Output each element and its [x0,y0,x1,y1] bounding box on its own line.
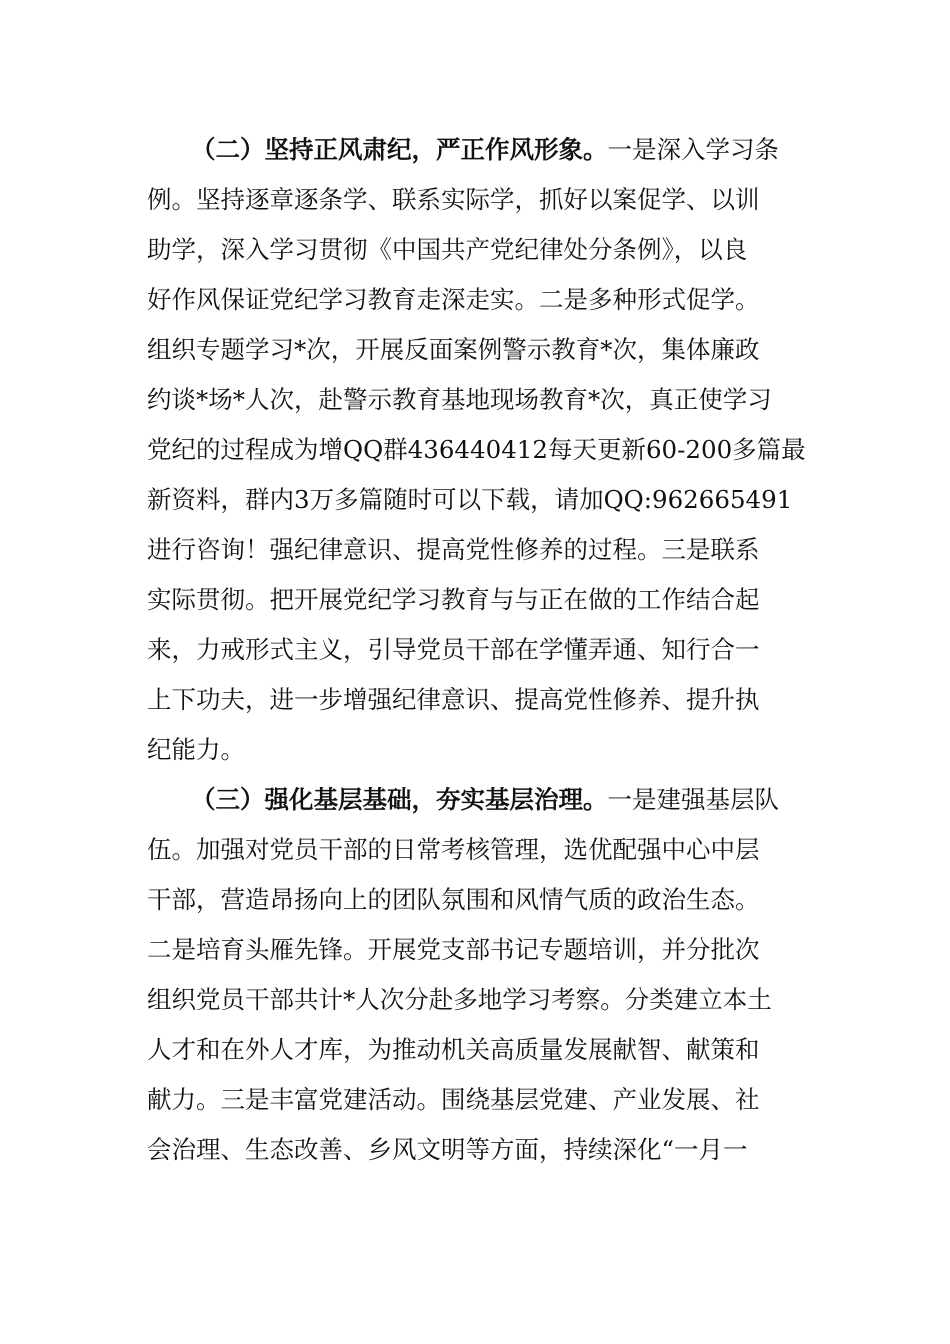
paragraph-line: 助学，深入学习贯彻《中国共产党纪律处分条例》，以良 [147,235,748,264]
section-3-first-line [191,780,779,820]
paragraph-line: 新资料，群内3万多篇随时可以下载，请加QQ:962665491 [147,485,793,514]
paragraph-line: 献力。三是丰富党建活动。围绕基层党建、产业发展、社 [147,1085,760,1114]
paragraph-line: 上下功夫，进一步增强纪律意识、提高党性修养、提升执 [147,685,760,714]
section-3-heading: （三）强化基层基础，夯实基层治理。 [191,785,608,814]
paragraph-line: 约谈*场*人次，赴警示教育基地现场教育*次，真正使学习 [147,385,772,414]
paragraph-line: 纪能力。 [147,735,245,764]
paragraph-line: 一是建强基层队 [607,785,779,814]
paragraph-line: 好作风保证党纪学习教育走深走实。二是多种形式促学。 [147,285,760,314]
paragraph-line: 一是深入学习条 [607,135,779,164]
paragraph-line: 组织党员干部共计*人次分赴多地学习考察。分类建立本土 [147,985,772,1014]
paragraph-line: 二是培育头雁先锋。开展党支部书记专题培训，并分批次 [147,935,760,964]
paragraph-line: 来，力戒形式主义，引导党员干部在学懂弄通、知行合一 [147,635,760,664]
paragraph-line: 会治理、生态改善、乡风文明等方面，持续深化“一月一 [147,1135,748,1164]
section-2-first-line [191,130,779,170]
paragraph-line: 实际贯彻。把开展党纪学习教育与与正在做的工作结合起 [147,585,760,614]
paragraph-line: 进行咨询！强纪律意识、提高党性修养的过程。三是联系 [147,535,760,564]
paragraph-line: 干部，营造昂扬向上的团队氛围和风情气质的政治生态。 [147,885,760,914]
paragraph-line: 伍。加强对党员干部的日常考核管理，选优配强中心中层 [147,835,760,864]
section-2-heading: （二）坚持正风肃纪，严正作风形象。 [191,135,608,164]
paragraph-line: 组织专题学习*次，开展反面案例警示教育*次，集体廉政 [147,335,760,364]
paragraph-line: 例。坚持逐章逐条学、联系实际学，抓好以案促学、以训 [147,185,760,214]
paragraph-line: 人才和在外人才库，为推动机关高质量发展献智、献策和 [147,1035,760,1064]
paragraph-line: 党纪的过程成为增QQ群436440412每天更新60-200多篇最 [147,435,806,464]
